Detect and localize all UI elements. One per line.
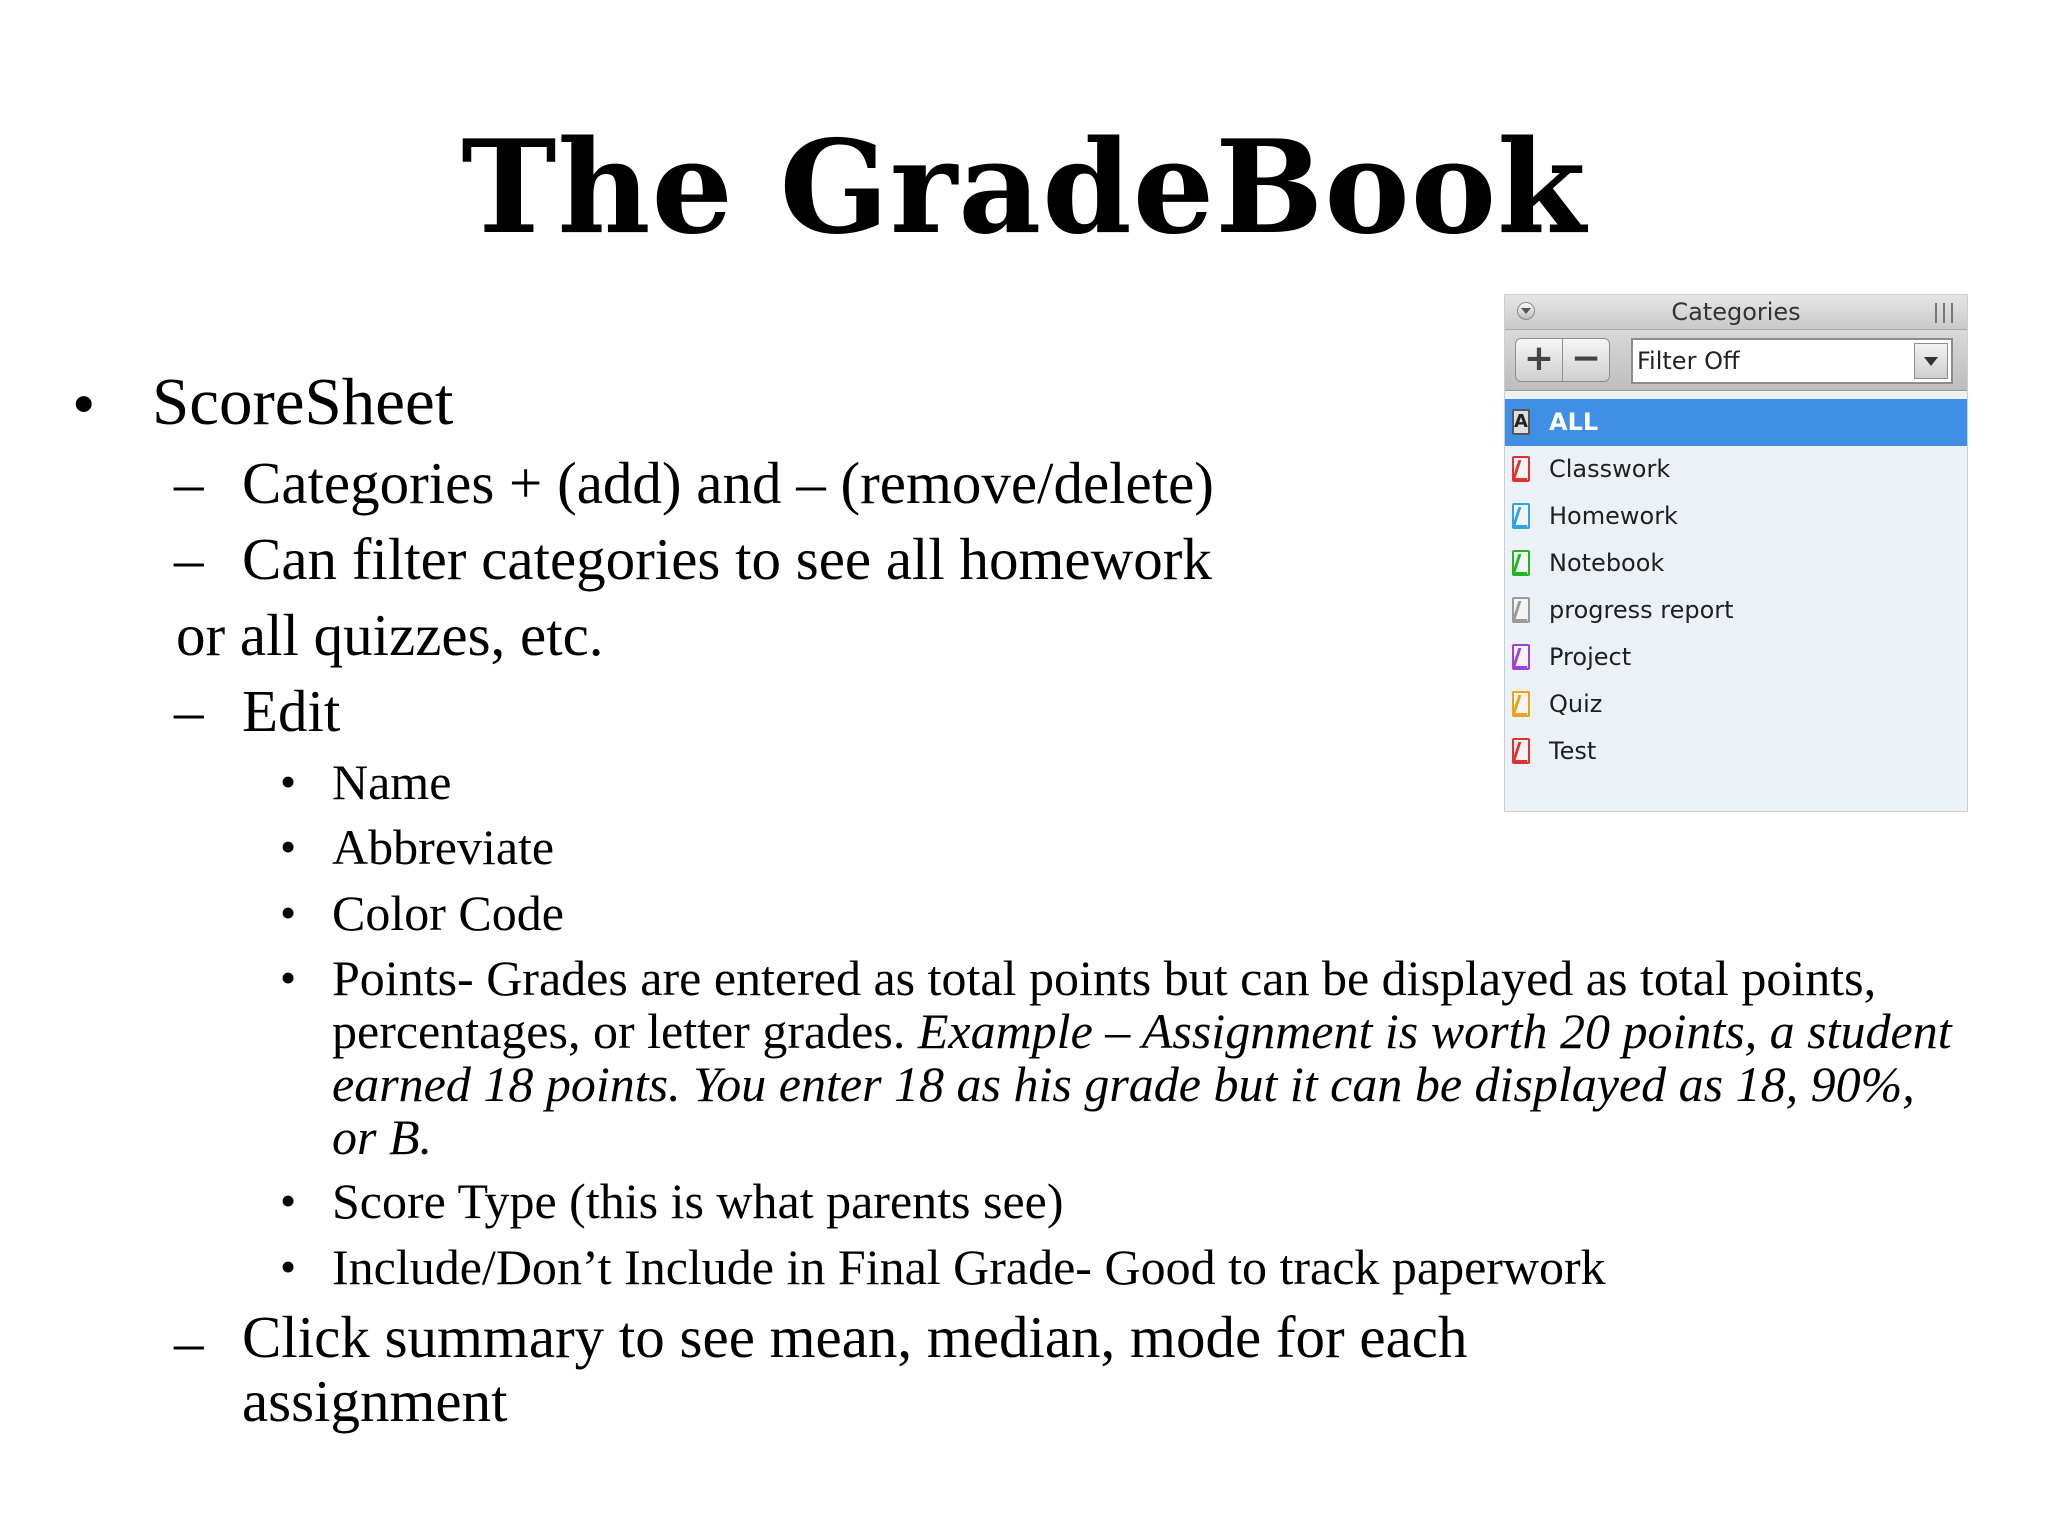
add-category-button[interactable]: + (1515, 338, 1563, 382)
category-label: Test (1549, 737, 1597, 765)
category-label: Homework (1549, 502, 1678, 530)
category-label: ALL (1549, 408, 1599, 436)
category-item-notebook[interactable] (1505, 540, 1967, 587)
category-icon (1512, 503, 1530, 529)
category-label: progress report (1549, 596, 1734, 624)
category-item-progress-report[interactable] (1505, 587, 1967, 634)
category-item-homework[interactable] (1505, 493, 1967, 540)
bullet-filter-line1: Can filter categories to see all homework (242, 526, 1212, 592)
category-item-quiz[interactable] (1505, 681, 1967, 728)
bullet-icon: • (280, 1241, 297, 1292)
filter-select[interactable] (1631, 338, 1953, 384)
bullet-filter-line2: or all quizzes, etc. (176, 602, 604, 668)
slide-title: The GradeBook (461, 113, 1587, 263)
category-item-all[interactable] (1505, 399, 1967, 446)
grip-icon[interactable] (1935, 303, 1953, 323)
points-text: Points- Grades are entered as total points but can be displayed as total points, percentages, or letter grades. (332, 950, 1877, 1059)
category-icon (1512, 691, 1530, 717)
sub-bullet-points (332, 952, 1952, 1164)
category-item-project[interactable] (1505, 634, 1967, 681)
categories-panel-header (1505, 295, 1967, 330)
categories-panel (1504, 294, 1968, 812)
category-label: Classwork (1549, 455, 1671, 483)
dash-icon: – (174, 1309, 204, 1375)
category-label: Quiz (1549, 690, 1603, 718)
category-icon (1512, 597, 1530, 623)
bullet-icon: • (280, 887, 297, 938)
bullet-icon: • (280, 1175, 297, 1226)
category-label: Notebook (1549, 549, 1665, 577)
bullet-icon: • (280, 821, 297, 872)
category-list (1505, 399, 1967, 775)
chevron-down-icon[interactable] (1914, 343, 1948, 379)
dash-icon: – (174, 526, 204, 592)
bullet-summary-line2: assignment (242, 1368, 508, 1434)
bullet-icon: • (72, 367, 96, 441)
bullet-scoresheet: ScoreSheet (152, 365, 454, 439)
filter-select-value: Filter Off (1637, 347, 1740, 375)
sub-bullet-name: Name (332, 754, 452, 810)
bullet-edit: Edit (242, 678, 341, 744)
letter-a-icon: A (1512, 409, 1530, 435)
category-item-test[interactable] (1505, 728, 1967, 775)
sub-bullet-score-type: Score Type (this is what parents see) (332, 1173, 1064, 1229)
dash-icon: – (174, 678, 204, 744)
bullet-icon: • (280, 756, 297, 807)
sub-bullet-color-code: Color Code (332, 885, 564, 941)
sub-bullet-abbreviate: Abbreviate (332, 819, 555, 875)
bullet-icon: • (280, 952, 297, 1003)
category-icon (1512, 456, 1530, 482)
sub-bullet-include: Include/Don’t Include in Final Grade- Good to track paperwork (332, 1239, 1606, 1295)
categories-toolbar (1505, 330, 1967, 391)
category-icon (1512, 738, 1530, 764)
remove-category-button[interactable]: − (1562, 338, 1610, 382)
category-icon (1512, 644, 1530, 670)
categories-panel-title: Categories (1671, 298, 1801, 326)
category-label: Project (1549, 643, 1632, 671)
category-item-classwork[interactable] (1505, 446, 1967, 493)
points-example: Example – Assignment is worth 20 points, a student earned 18 points. You enter 18 as his grade but it can be displayed as 18, 90%, or B. (332, 1003, 1952, 1165)
bullet-summary-line1: Click summary to see mean, median, mode for each (242, 1304, 1468, 1370)
dash-icon: – (174, 450, 204, 516)
bullet-categories: Categories + (add) and – (remove/delete) (242, 450, 1214, 516)
category-icon (1512, 550, 1530, 576)
